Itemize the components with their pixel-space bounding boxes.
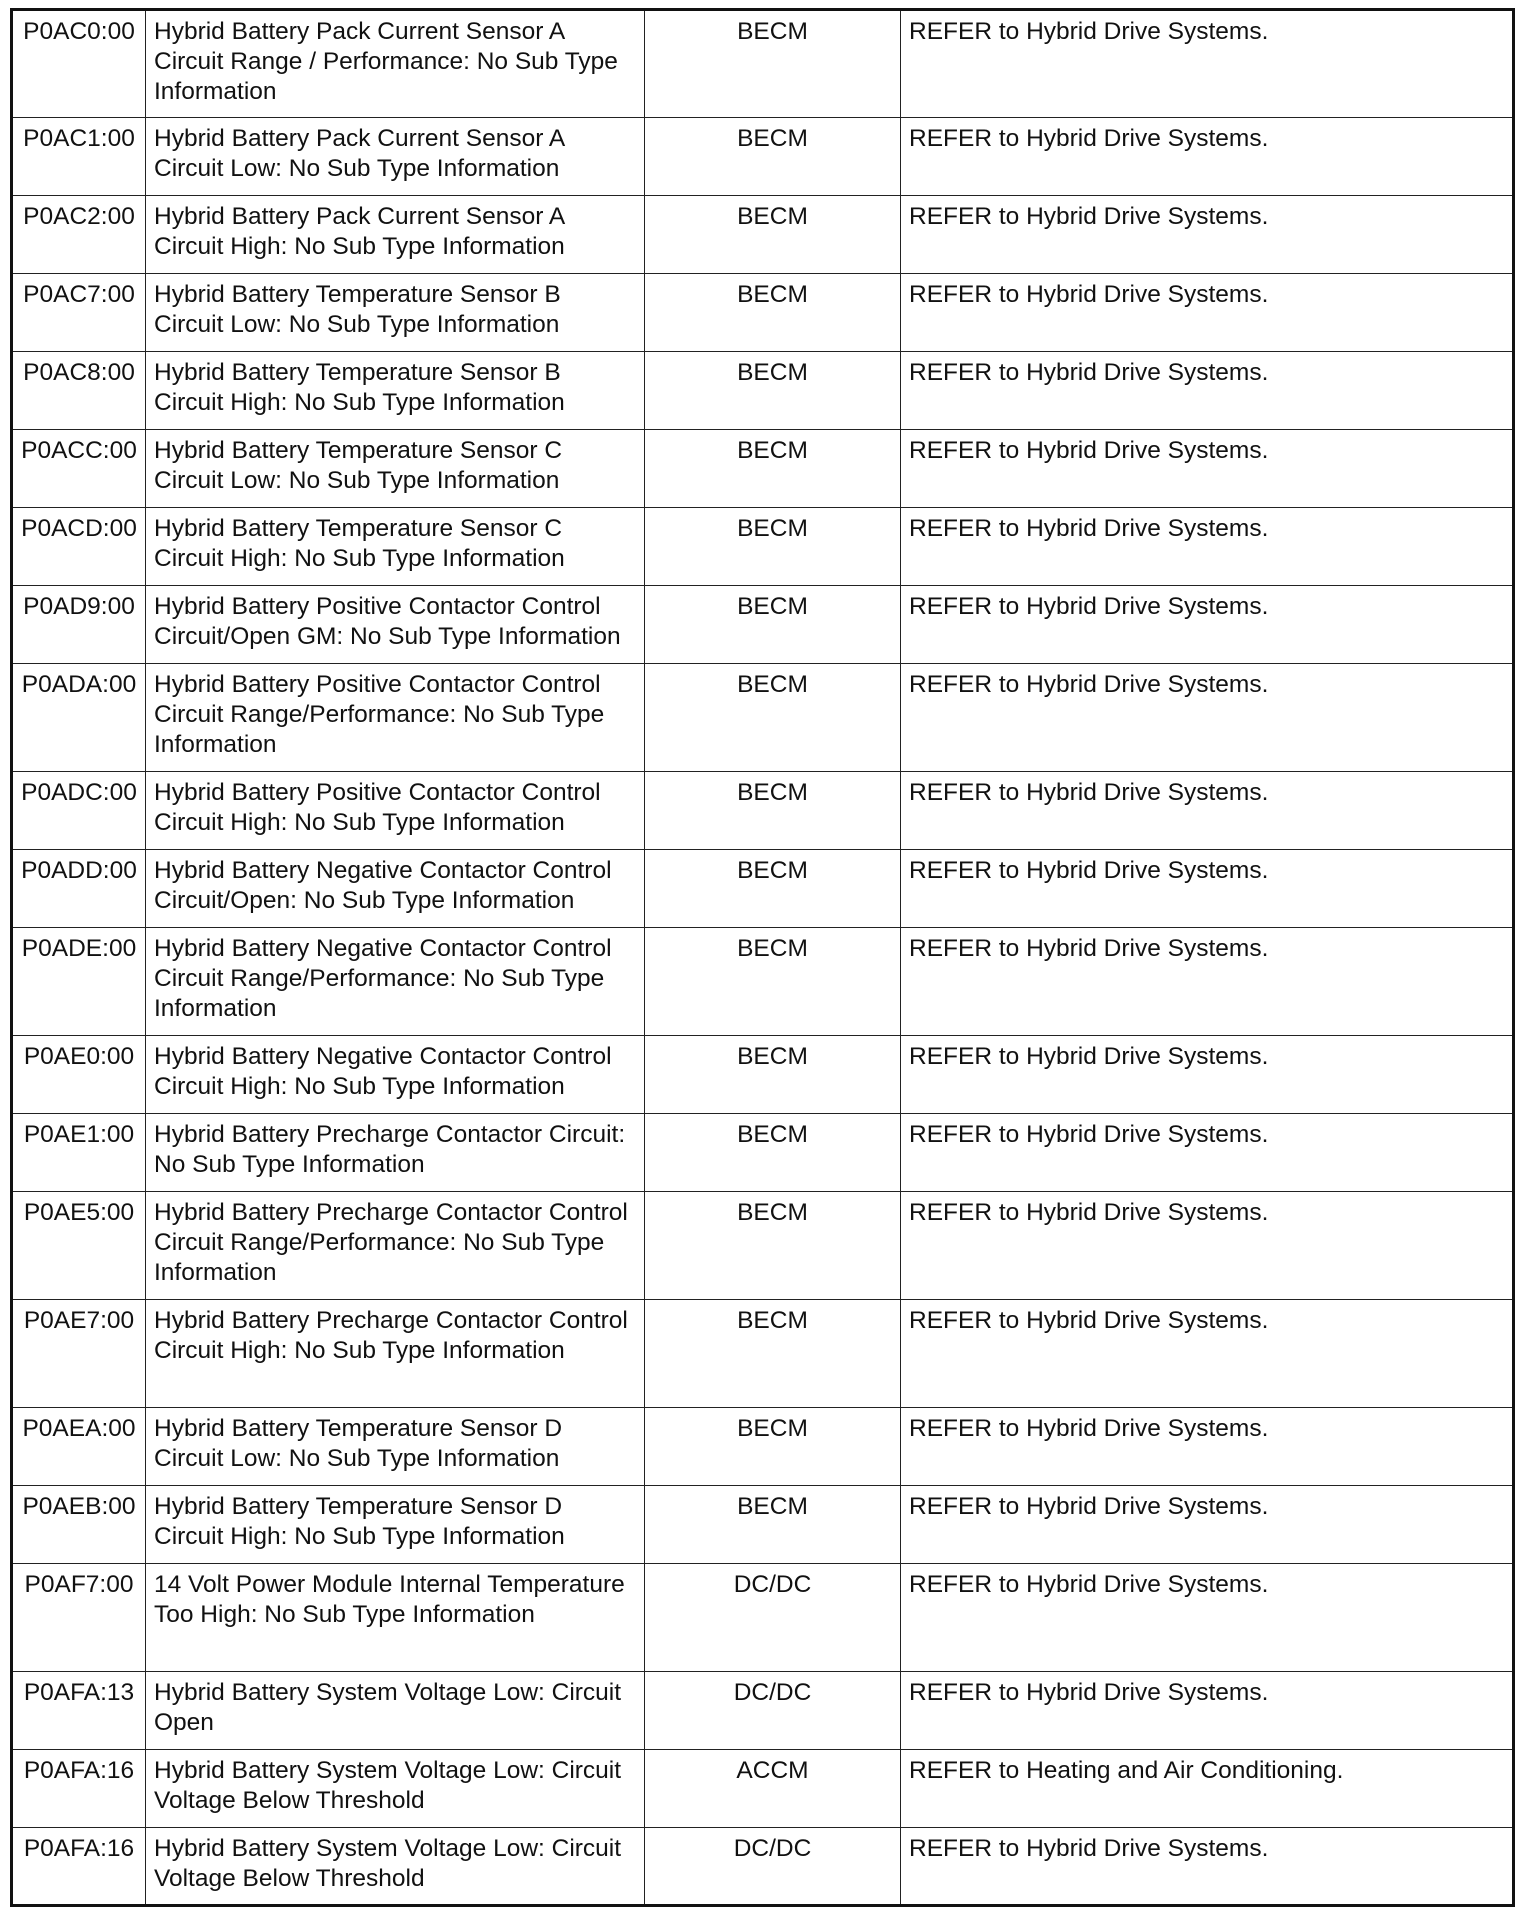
- dtc-code: P0AFA:16: [12, 1750, 146, 1828]
- dtc-action: REFER to Hybrid Drive Systems.: [901, 430, 1514, 508]
- dtc-module: BECM: [645, 274, 901, 352]
- dtc-module: BECM: [645, 928, 901, 1036]
- dtc-module: BECM: [645, 1408, 901, 1486]
- table-row: [12, 1114, 1514, 1192]
- dtc-description: Hybrid Battery Precharge Contactor Circuit: No Sub Type Information: [146, 1114, 645, 1192]
- table-row: [12, 10, 1514, 118]
- dtc-action: REFER to Hybrid Drive Systems.: [901, 508, 1514, 586]
- table-row: [12, 508, 1514, 586]
- dtc-module: BECM: [645, 10, 901, 118]
- dtc-action: REFER to Hybrid Drive Systems.: [901, 1828, 1514, 1906]
- dtc-action: REFER to Hybrid Drive Systems.: [901, 10, 1514, 118]
- dtc-action: REFER to Hybrid Drive Systems.: [901, 352, 1514, 430]
- dtc-description: Hybrid Battery Temperature Sensor D Circuit High: No Sub Type Information: [146, 1486, 645, 1564]
- dtc-description: Hybrid Battery Temperature Sensor B Circuit Low: No Sub Type Information: [146, 274, 645, 352]
- dtc-code: P0AE0:00: [12, 1036, 146, 1114]
- dtc-description: Hybrid Battery Negative Contactor Control Circuit High: No Sub Type Information: [146, 1036, 645, 1114]
- table-row: [12, 352, 1514, 430]
- dtc-module: DC/DC: [645, 1564, 901, 1672]
- table-row: [12, 1750, 1514, 1828]
- table-row: [12, 118, 1514, 196]
- dtc-code: P0AC2:00: [12, 196, 146, 274]
- dtc-description: Hybrid Battery Temperature Sensor C Circuit High: No Sub Type Information: [146, 508, 645, 586]
- dtc-description: Hybrid Battery Positive Contactor Control Circuit Range/Performance: No Sub Type Information: [146, 664, 645, 772]
- dtc-code: P0AF7:00: [12, 1564, 146, 1672]
- dtc-module: BECM: [645, 772, 901, 850]
- dtc-action: REFER to Hybrid Drive Systems.: [901, 1486, 1514, 1564]
- dtc-description: Hybrid Battery Precharge Contactor Control Circuit High: No Sub Type Information: [146, 1300, 645, 1408]
- dtc-module: BECM: [645, 118, 901, 196]
- dtc-module: BECM: [645, 1114, 901, 1192]
- dtc-description: Hybrid Battery Precharge Contactor Control Circuit Range/Performance: No Sub Type Information: [146, 1192, 645, 1300]
- dtc-table: [10, 8, 1515, 1907]
- dtc-module: BECM: [645, 508, 901, 586]
- dtc-action: REFER to Hybrid Drive Systems.: [901, 772, 1514, 850]
- dtc-action: REFER to Hybrid Drive Systems.: [901, 1114, 1514, 1192]
- table-row: [12, 1486, 1514, 1564]
- dtc-description: Hybrid Battery System Voltage Low: Circuit Voltage Below Threshold: [146, 1750, 645, 1828]
- table-row: [12, 274, 1514, 352]
- dtc-module: ACCM: [645, 1750, 901, 1828]
- dtc-description: Hybrid Battery Pack Current Sensor A Circuit Range / Performance: No Sub Type Information: [146, 10, 645, 118]
- table-row: [12, 850, 1514, 928]
- dtc-code: P0AEA:00: [12, 1408, 146, 1486]
- table-row: [12, 1672, 1514, 1750]
- dtc-description: Hybrid Battery System Voltage Low: Circuit Voltage Below Threshold: [146, 1828, 645, 1906]
- dtc-action: REFER to Hybrid Drive Systems.: [901, 586, 1514, 664]
- table-row: [12, 1564, 1514, 1672]
- dtc-description: Hybrid Battery Pack Current Sensor A Circuit High: No Sub Type Information: [146, 196, 645, 274]
- dtc-module: BECM: [645, 1300, 901, 1408]
- dtc-description: Hybrid Battery System Voltage Low: Circuit Open: [146, 1672, 645, 1750]
- dtc-code: P0AE1:00: [12, 1114, 146, 1192]
- dtc-action: REFER to Hybrid Drive Systems.: [901, 1564, 1514, 1672]
- dtc-module: DC/DC: [645, 1828, 901, 1906]
- dtc-code: P0AE5:00: [12, 1192, 146, 1300]
- dtc-code: P0AD9:00: [12, 586, 146, 664]
- document-page: [10, 8, 1512, 1907]
- dtc-action: REFER to Hybrid Drive Systems.: [901, 274, 1514, 352]
- dtc-module: BECM: [645, 664, 901, 772]
- dtc-code: P0ACD:00: [12, 508, 146, 586]
- table-row: [12, 664, 1514, 772]
- dtc-description: Hybrid Battery Positive Contactor Control Circuit High: No Sub Type Information: [146, 772, 645, 850]
- dtc-action: REFER to Hybrid Drive Systems.: [901, 1300, 1514, 1408]
- table-row: [12, 430, 1514, 508]
- table-row: [12, 1300, 1514, 1408]
- dtc-action: REFER to Hybrid Drive Systems.: [901, 1672, 1514, 1750]
- dtc-action: REFER to Hybrid Drive Systems.: [901, 118, 1514, 196]
- dtc-code: P0AC1:00: [12, 118, 146, 196]
- dtc-module: BECM: [645, 1486, 901, 1564]
- dtc-description: Hybrid Battery Temperature Sensor C Circuit Low: No Sub Type Information: [146, 430, 645, 508]
- dtc-description: Hybrid Battery Temperature Sensor D Circuit Low: No Sub Type Information: [146, 1408, 645, 1486]
- dtc-module: BECM: [645, 850, 901, 928]
- dtc-code: P0ADE:00: [12, 928, 146, 1036]
- table-row: [12, 586, 1514, 664]
- dtc-action: REFER to Hybrid Drive Systems.: [901, 196, 1514, 274]
- table-row: [12, 928, 1514, 1036]
- dtc-module: BECM: [645, 586, 901, 664]
- dtc-code: P0AC8:00: [12, 352, 146, 430]
- dtc-description: Hybrid Battery Temperature Sensor B Circuit High: No Sub Type Information: [146, 352, 645, 430]
- table-row: [12, 772, 1514, 850]
- dtc-module: BECM: [645, 1192, 901, 1300]
- dtc-code: P0AEB:00: [12, 1486, 146, 1564]
- dtc-module: DC/DC: [645, 1672, 901, 1750]
- dtc-module: BECM: [645, 430, 901, 508]
- dtc-code: P0AC0:00: [12, 10, 146, 118]
- dtc-code: P0AFA:16: [12, 1828, 146, 1906]
- dtc-code: P0ADC:00: [12, 772, 146, 850]
- dtc-code: P0ADD:00: [12, 850, 146, 928]
- dtc-code: P0ACC:00: [12, 430, 146, 508]
- dtc-action: REFER to Hybrid Drive Systems.: [901, 1036, 1514, 1114]
- dtc-description: Hybrid Battery Positive Contactor Control Circuit/Open GM: No Sub Type Information: [146, 586, 645, 664]
- dtc-action: REFER to Hybrid Drive Systems.: [901, 664, 1514, 772]
- dtc-code: P0ADA:00: [12, 664, 146, 772]
- table-row: [12, 1192, 1514, 1300]
- dtc-description: 14 Volt Power Module Internal Temperature Too High: No Sub Type Information: [146, 1564, 645, 1672]
- dtc-code: P0AC7:00: [12, 274, 146, 352]
- dtc-description: Hybrid Battery Pack Current Sensor A Circuit Low: No Sub Type Information: [146, 118, 645, 196]
- dtc-module: BECM: [645, 1036, 901, 1114]
- dtc-action: REFER to Hybrid Drive Systems.: [901, 928, 1514, 1036]
- dtc-code: P0AFA:13: [12, 1672, 146, 1750]
- table-row: [12, 1408, 1514, 1486]
- dtc-action: REFER to Hybrid Drive Systems.: [901, 1192, 1514, 1300]
- dtc-module: BECM: [645, 352, 901, 430]
- dtc-action: REFER to Heating and Air Conditioning.: [901, 1750, 1514, 1828]
- dtc-code: P0AE7:00: [12, 1300, 146, 1408]
- table-row: [12, 1036, 1514, 1114]
- table-row: [12, 1828, 1514, 1906]
- dtc-action: REFER to Hybrid Drive Systems.: [901, 850, 1514, 928]
- dtc-action: REFER to Hybrid Drive Systems.: [901, 1408, 1514, 1486]
- dtc-module: BECM: [645, 196, 901, 274]
- table-row: [12, 196, 1514, 274]
- dtc-description: Hybrid Battery Negative Contactor Control Circuit Range/Performance: No Sub Type Information: [146, 928, 645, 1036]
- dtc-description: Hybrid Battery Negative Contactor Control Circuit/Open: No Sub Type Information: [146, 850, 645, 928]
